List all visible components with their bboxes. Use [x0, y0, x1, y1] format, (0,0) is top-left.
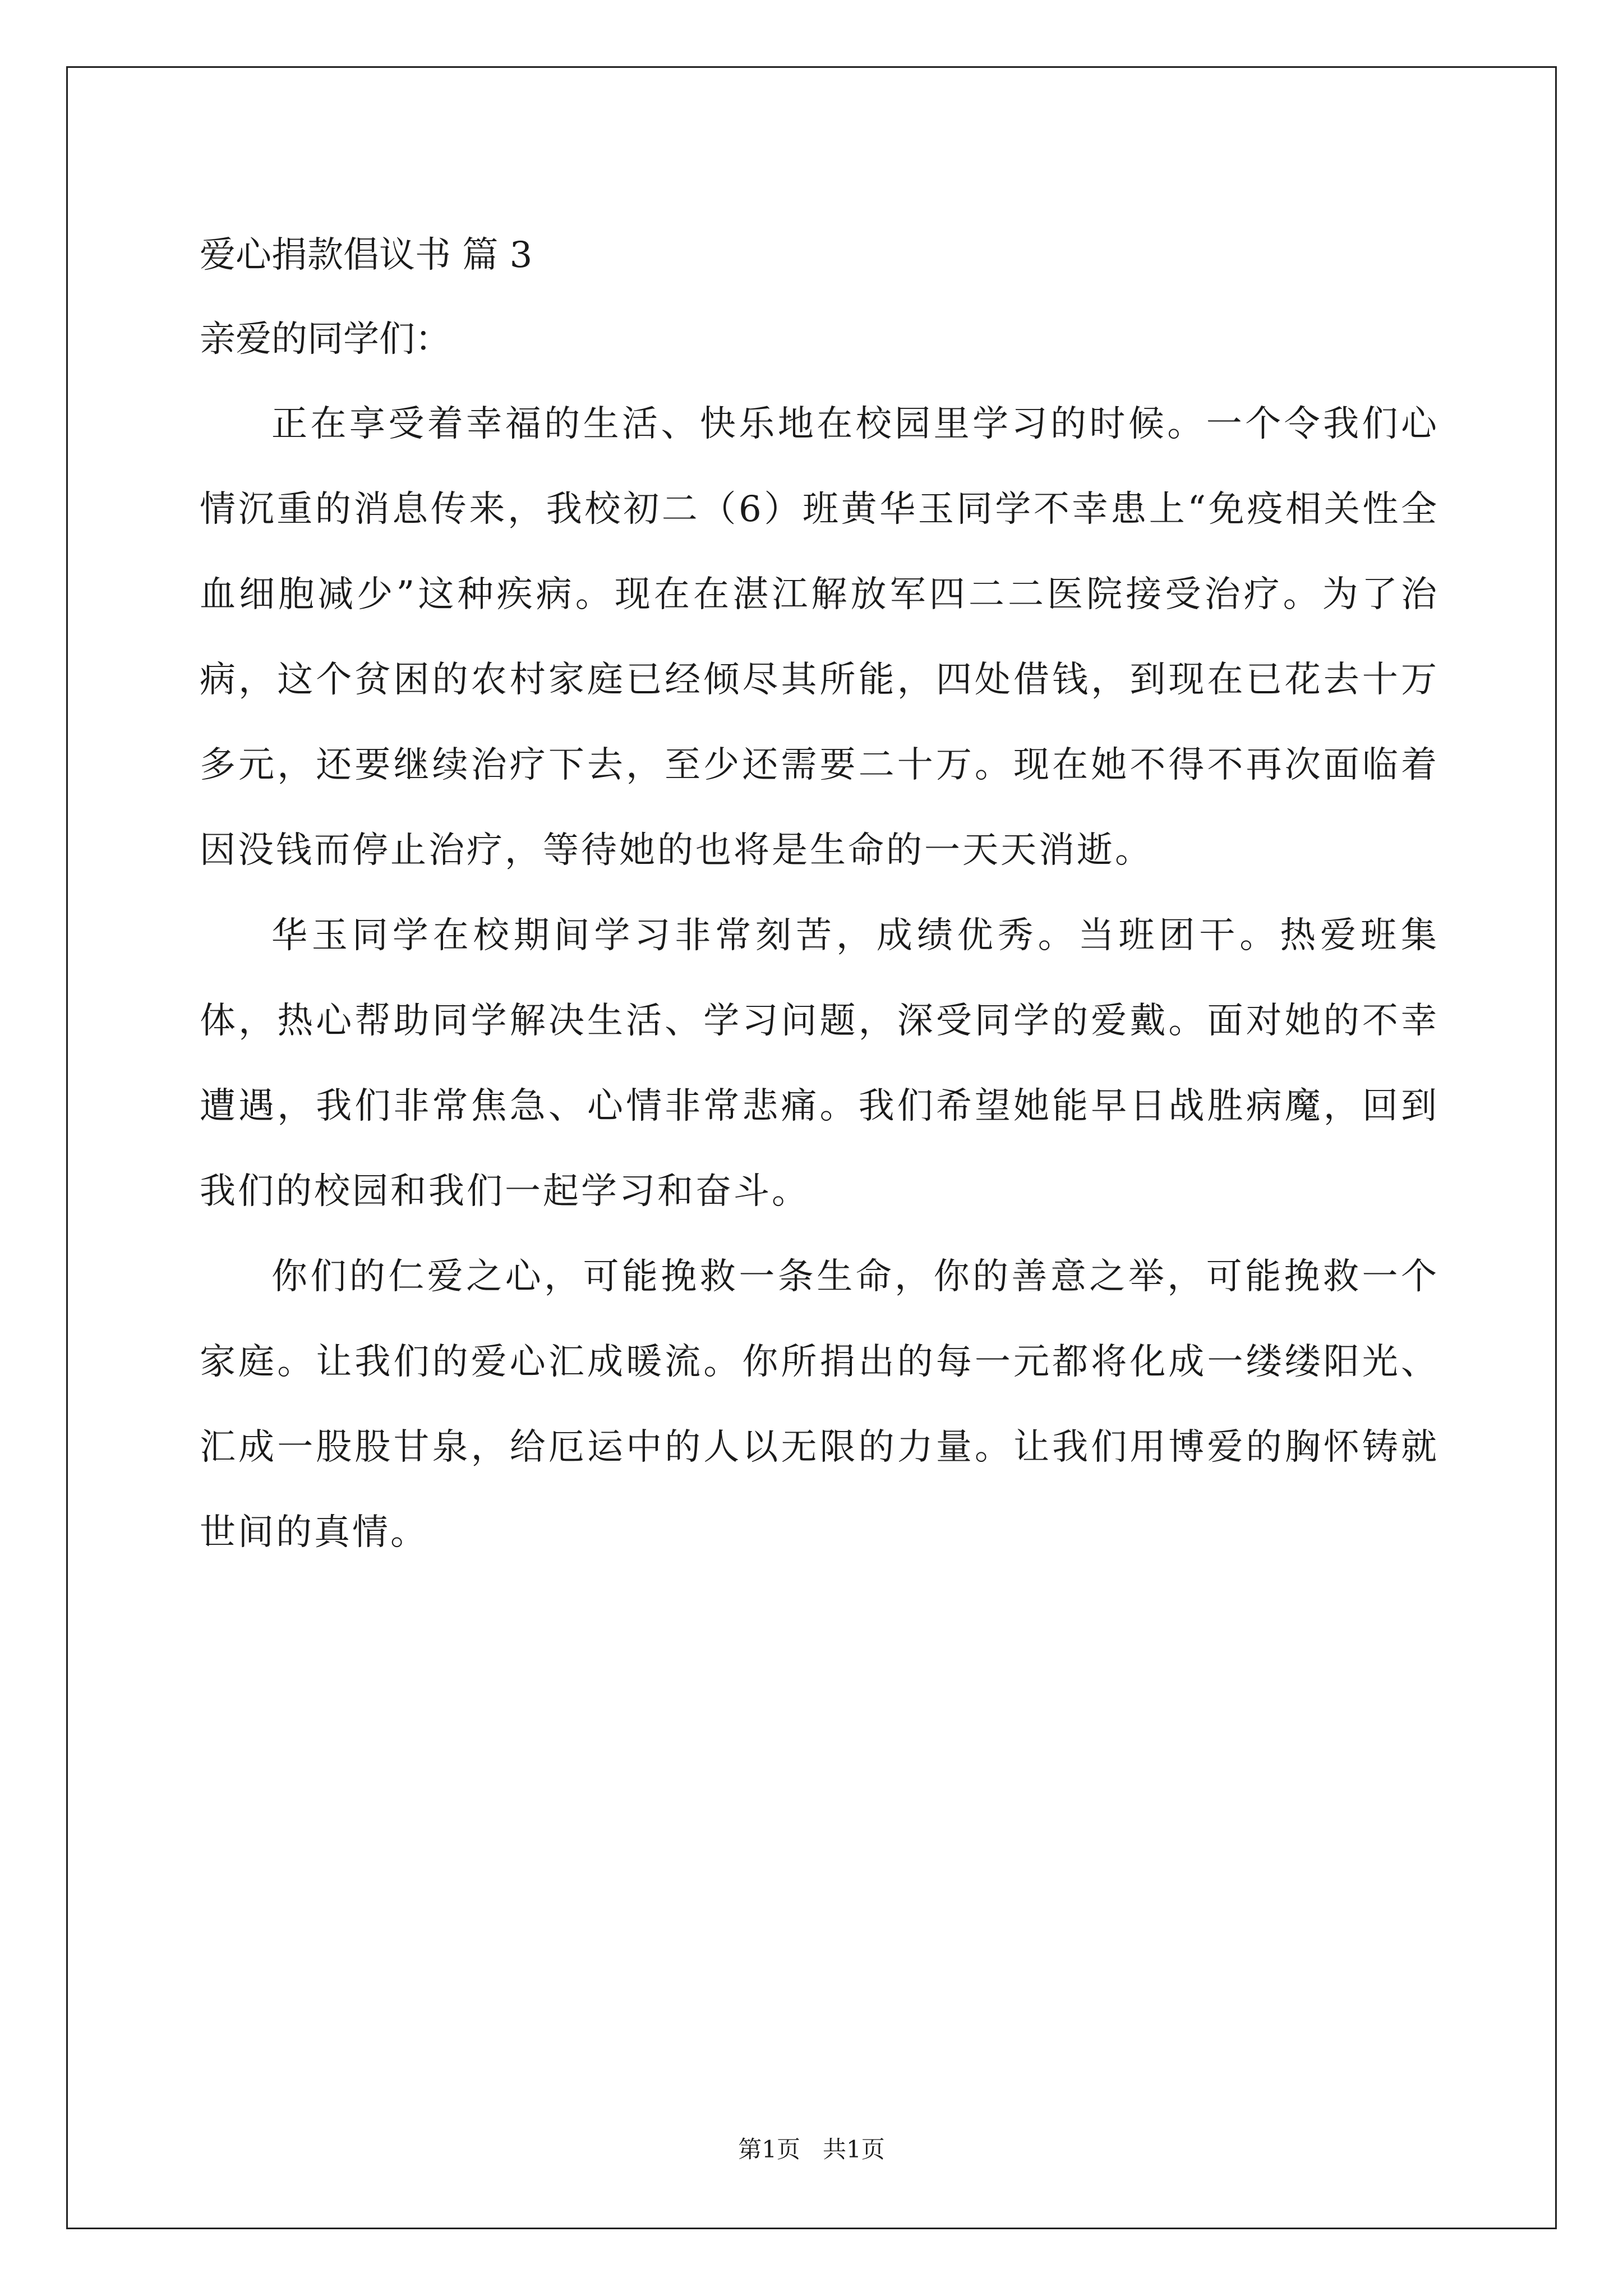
paragraph-2: 华玉同学在校期间学习非常刻苦，成绩优秀。当班团干。热爱班集体，热心帮助同学解决生活、学习问题，深受同学的爱戴。面对她的不幸遭遇，我们非常焦急、心情非常悲痛。我们希望她能早日战胜病魔，回到我们的校园和我们一起学习和奋斗。 — [200, 915, 1439, 1212]
paragraph-3: 你们的仁爱之心，可能挽救一条生命，你的善意之举，可能挽救一个家庭。让我们的爱心汇成暖流。你所捐出的每一元都将化成一缕缕阳光、汇成一股股甘泉，给厄运中的人以无限的力量。让我们用博爱的胸怀铸就世间的真情。 — [200, 1256, 1439, 1553]
paragraph-1: 正在享受着幸福的生活、快乐地在校园里学习的时候。一个令我们心情沉重的消息传来，我校初二（6）班黄华玉同学不幸患上“免疫相关性全血细胞减少”这种疾病。现在在湛江解放军四二二医院接受治疗。为了治病，这个贫困的农村家庭已经倾尽其所能，四处借钱，到现在已花去十万多元，还要继续治疗下去，至少还需要二十万。现在她不得不再次面临着因没钱而停止治疗，等待她的也将是生命的一天天消逝。 — [200, 403, 1439, 871]
page-footer: 第1页 共1页 — [738, 2136, 885, 2163]
salutation: 亲爱的同学们： — [200, 319, 451, 360]
document-body — [200, 213, 1439, 1575]
document-title: 爱心捐款倡议书 篇 3 — [200, 234, 533, 276]
